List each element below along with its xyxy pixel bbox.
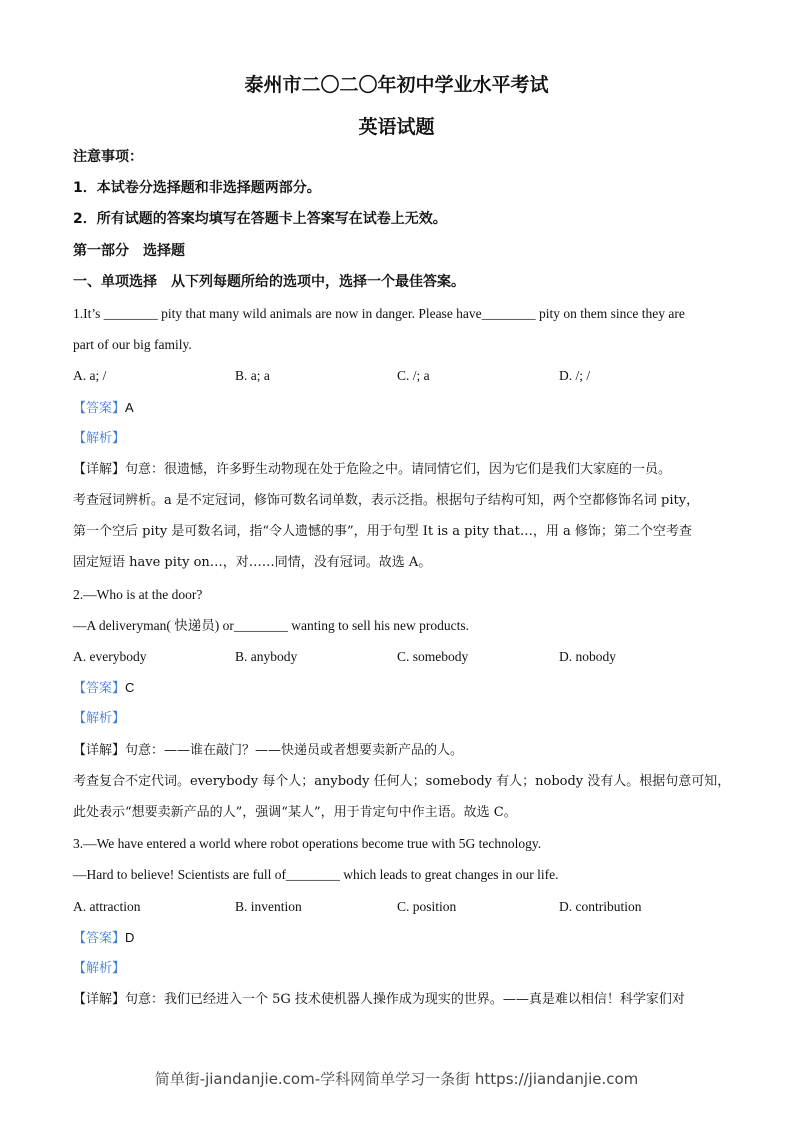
detail-text: 第一个空后 pity 是可数名词，指“令人遗憾的事”，用于句型 It is a pity that…，用 a 修饰；第二个空考查 — [73, 524, 692, 540]
option: B. invention — [235, 898, 302, 914]
option: D. /; / — [559, 368, 591, 384]
question-block — [73, 298, 723, 579]
option: A. a; / — [73, 368, 107, 384]
question-block — [73, 579, 731, 829]
document-body — [73, 142, 731, 1015]
document-title: 泰州市二〇二〇年初中学业水平考试 — [244, 74, 549, 96]
document-subtitle: 英语试题 — [358, 116, 435, 138]
option: C. /; a — [397, 368, 430, 384]
question-text: 1.It’s ________ pity that many wild animals are now in danger. Please have________ pity on them since they are — [73, 305, 685, 321]
question-block — [73, 828, 723, 1015]
answer-line — [73, 672, 723, 703]
question-text: 3.—We have entered a world where robot operations become true with 5G technology. — [73, 836, 542, 852]
options-row — [73, 360, 723, 391]
detail-text: 【详解】句意：我们已经进入一个 5G 技术使机器人操作成为现实的世界。——真是难以相信！科学家们对 — [73, 992, 685, 1008]
part-heading: 第一部分 选择题 — [73, 242, 185, 259]
answer-value: A — [125, 399, 134, 415]
analysis-label-text: 【解析】 — [73, 430, 126, 446]
question-text: —A deliveryman( 快递员) or________ wanting to sell his new products. — [73, 617, 469, 633]
section-heading: 一、单项选择 从下列每题所给的选项中，选择一个最佳答案。 — [73, 273, 465, 290]
analysis-label-text: 【解析】 — [73, 960, 126, 976]
option: C. somebody — [397, 649, 469, 664]
options-row — [73, 891, 723, 922]
answer-value: D — [125, 929, 135, 945]
option: B. a; a — [235, 368, 270, 384]
question-text: part of our big family. — [73, 337, 192, 353]
option: D. nobody — [559, 649, 616, 664]
analysis-label — [73, 423, 723, 454]
analysis-label — [73, 703, 723, 734]
detail-text: 考查冠词辨析。a 是不定冠词，修饰可数名词单数，表示泛指。根据句子结构可知，两个空都修饰名词 pity， — [73, 493, 700, 509]
answer-line — [73, 392, 723, 423]
options-row — [73, 641, 723, 672]
question-text: —Hard to believe! Scientists are full of________ which leads to great changes in our life. — [73, 867, 559, 883]
note-item: 1．本试卷分选择题和非选择题两部分。 — [73, 180, 321, 197]
answer-label: 【答案】 — [73, 930, 126, 946]
analysis-label — [73, 953, 723, 984]
analysis-label-text: 【解析】 — [73, 711, 126, 727]
question-text: 2.—Who is at the door? — [73, 586, 203, 602]
option: C. position — [397, 898, 457, 914]
detail-text: 【详解】句意：很遗憾，许多野生动物现在处于危险之中。请同情它们，因为它们是我们大家庭的一员。 — [73, 461, 672, 477]
answer-line — [73, 922, 723, 953]
option: D. contribution — [559, 898, 642, 914]
answer-value: C — [125, 680, 135, 696]
notes-heading: 注意事项： — [73, 149, 143, 165]
option: B. anybody — [235, 649, 298, 664]
option: A. everybody — [73, 649, 147, 664]
question-list — [73, 298, 731, 1015]
detail-text: 【详解】句意：——谁在敲门？——快递员或者想要卖新产品的人。 — [73, 742, 464, 758]
footer-watermark: 简单街-jiandanjie.com-学科网简单学习一条街 https://jiandanjie.com — [154, 1070, 639, 1088]
detail-text: 固定短语 have pity on…，对……同情，没有冠词。故选 A。 — [73, 555, 432, 571]
answer-label: 【答案】 — [73, 400, 126, 416]
answer-label: 【答案】 — [73, 681, 126, 697]
option: A. attraction — [73, 898, 141, 914]
note-item: 2．所有试题的答案均填写在答题卡上答案写在试卷上无效。 — [73, 211, 447, 228]
detail-text: 此处表示“想要卖新产品的人”，强调“某人”，用于肯定句中作主语。故选 C。 — [73, 804, 517, 820]
detail-text: 考查复合不定代词。everybody 每个人；anybody 任何人；somebody 有人；nobody 没有人。根据句意可知， — [73, 773, 731, 789]
